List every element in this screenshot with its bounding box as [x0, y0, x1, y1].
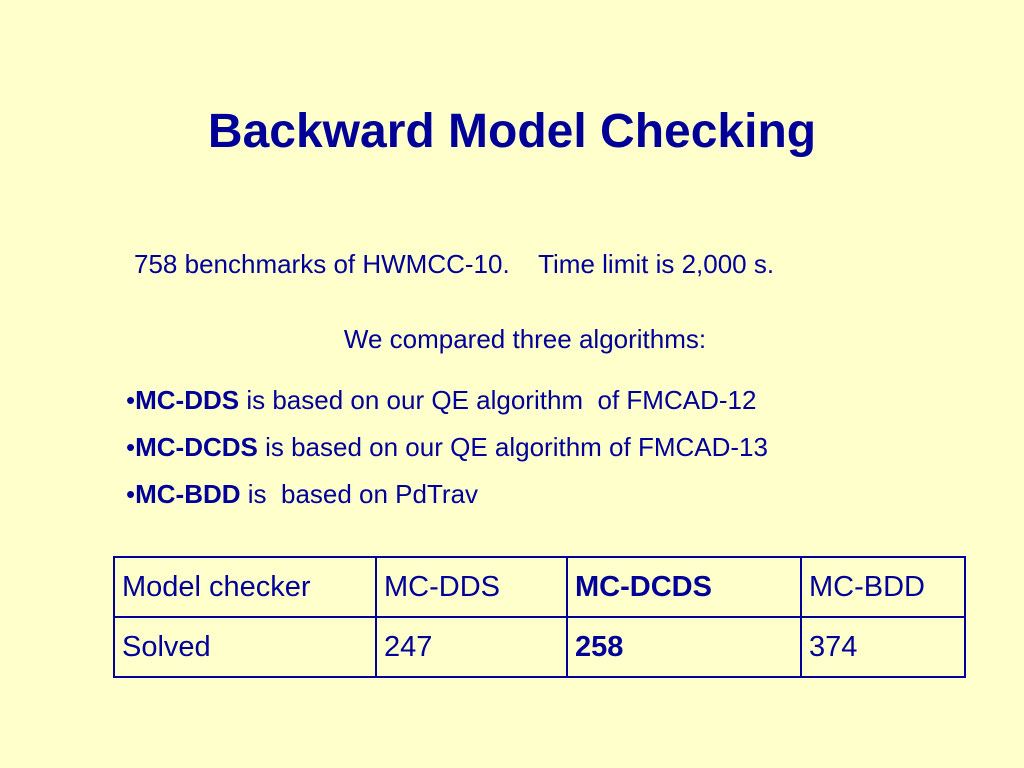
list-item — [126, 477, 768, 524]
benchmarks-line: 758 benchmarks of HWMCC-10. Time limit is 2,000 s. — [134, 249, 775, 279]
table-cell: Solved — [114, 617, 376, 677]
algorithm-name: MC-DDS — [135, 385, 240, 415]
bullet-marker: • — [126, 479, 136, 509]
results-table — [113, 556, 966, 678]
table-cell: Model checker — [114, 557, 376, 617]
table-cell: 247 — [376, 617, 567, 677]
algorithm-name: MC-DCDS — [135, 432, 258, 462]
algorithm-description: is based on PdTrav — [240, 479, 479, 509]
table-cell: MC-DDS — [376, 557, 567, 617]
list-item — [126, 430, 768, 477]
table-cell: 374 — [801, 617, 965, 677]
table-cell: MC-BDD — [801, 557, 965, 617]
algorithm-name: MC-BDD — [135, 479, 241, 509]
algorithm-list — [126, 383, 768, 524]
list-item — [126, 383, 768, 430]
algorithm-description: is based on our QE algorithm of FMCAD-12 — [239, 385, 757, 415]
table-header-row — [114, 557, 965, 617]
table-row — [114, 617, 965, 677]
algorithm-description: is based on our QE algorithm of FMCAD-13 — [257, 432, 768, 462]
slide-title: Backward Model Checking — [207, 105, 817, 158]
table-cell: 258 — [567, 617, 801, 677]
table-cell: MC-DCDS — [567, 557, 801, 617]
bullet-marker: • — [126, 385, 136, 415]
compare-line: We compared three algorithms: — [343, 324, 707, 354]
bullet-marker: • — [126, 432, 136, 462]
